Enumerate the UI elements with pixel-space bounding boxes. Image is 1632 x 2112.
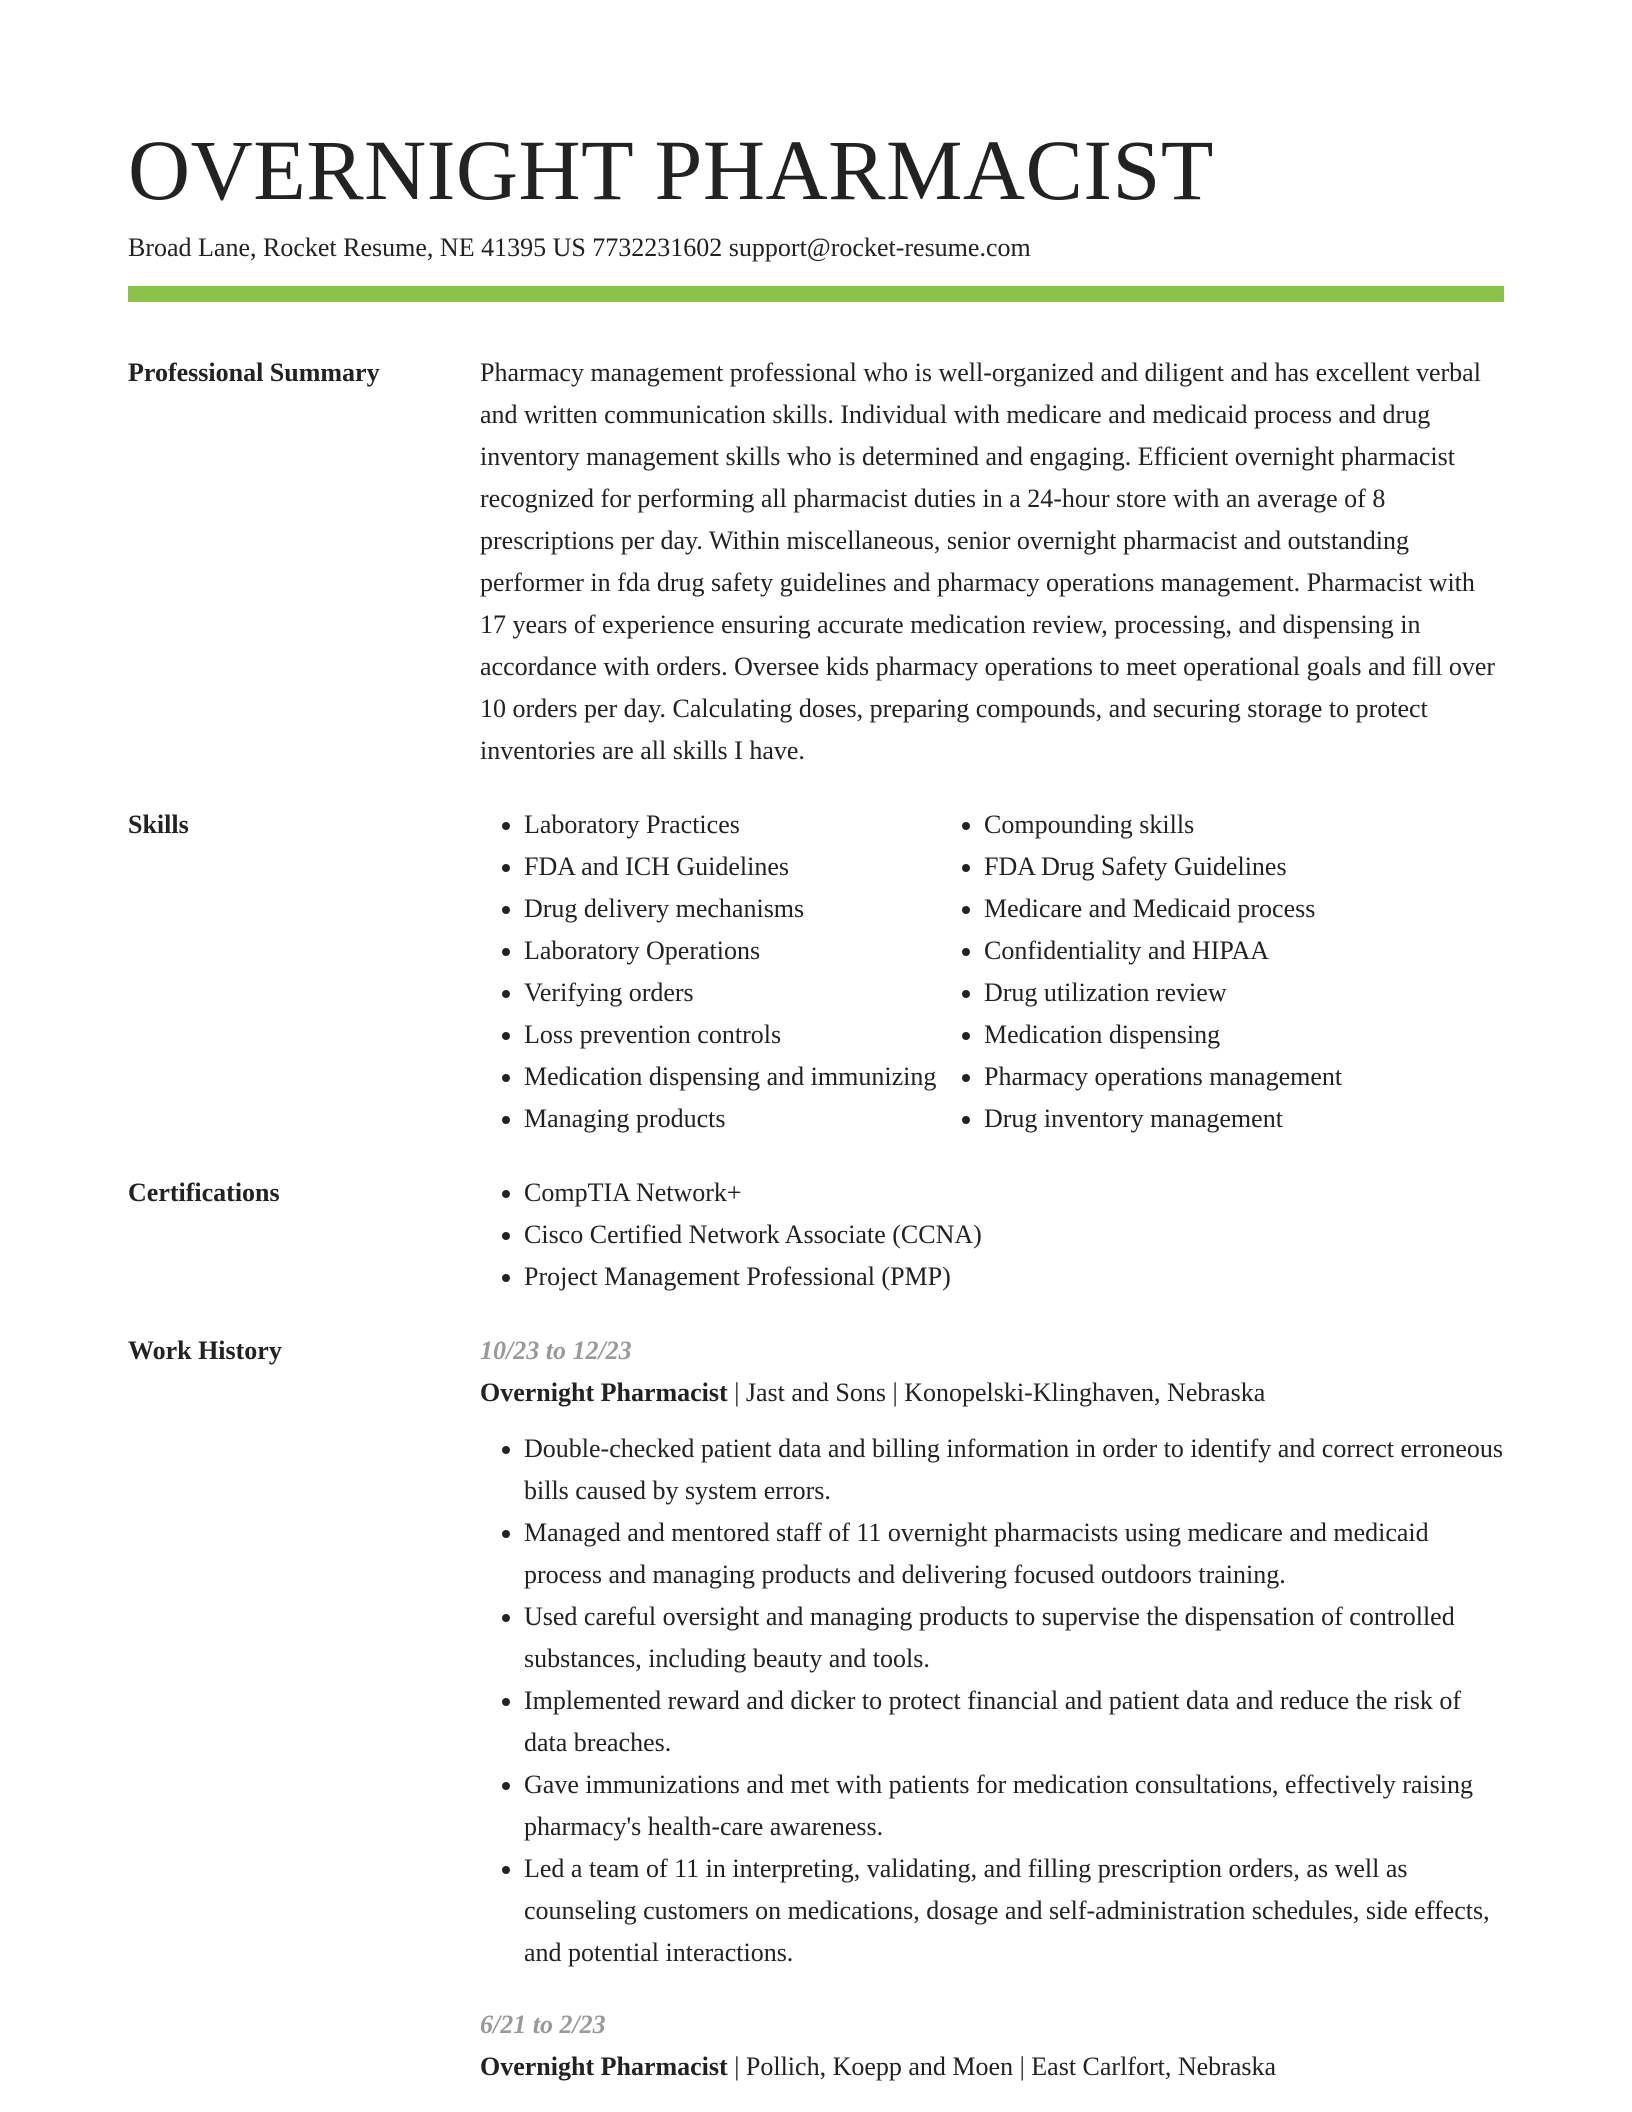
resume-page (128, 0, 1504, 2102)
skill-item: • Medicare and Medicaid process (984, 888, 1504, 930)
certifications-list (480, 1172, 1504, 1298)
skill-item: • Medication dispensing and immunizing (524, 1056, 940, 1098)
resume-name: OVERNIGHT PHARMACIST (128, 122, 1214, 218)
job-details: | Pollich, Koepp and Moen | East Carlfort, Nebraska (727, 2052, 1277, 2081)
skill-item: • Medication dispensing (984, 1014, 1504, 1056)
section-label-summary: Professional Summary (128, 358, 380, 387)
job-bullets (480, 1428, 1504, 1974)
job-bullet: • Implemented reward and dicker to protect financial and patient data and reduce the risk of data breaches. (524, 1680, 1504, 1764)
skill-item: • Drug delivery mechanisms (524, 888, 940, 930)
summary-section (128, 352, 1504, 772)
summary-body (480, 352, 1504, 772)
skill-item: • FDA Drug Safety Guidelines (984, 846, 1504, 888)
job-dates: 6/21 to 2/23 (480, 2010, 606, 2039)
job-bullet: • Used careful oversight and managing products to supervise the dispensation of controlled substances, including beauty and tools. (524, 1596, 1504, 1680)
skill-item: • Drug utilization review (984, 972, 1504, 1014)
skill-item: • Laboratory Practices (524, 804, 940, 846)
skill-item: • Confidentiality and HIPAA (984, 930, 1504, 972)
job-title: Overnight Pharmacist (480, 2052, 728, 2081)
section-label-skills: Skills (128, 810, 189, 839)
contact-line: Broad Lane, Rocket Resume, NE 41395 US 7732231602 support@rocket-resume.com (128, 233, 1031, 262)
skill-item: • Laboratory Operations (524, 930, 940, 972)
certification-item: • Cisco Certified Network Associate (CCNA) (524, 1214, 1504, 1256)
skills-column-left (480, 804, 940, 1140)
section-label-certifications: Certifications (128, 1178, 280, 1207)
skills-body (480, 804, 1504, 1140)
job-title-line (480, 2046, 1504, 2088)
skills-grid (480, 804, 1504, 1140)
certification-item: • CompTIA Network+ (524, 1172, 1504, 1214)
job-title: Overnight Pharmacist (480, 1378, 728, 1407)
summary-text: Pharmacy management professional who is well-organized and diligent and has excellent verbal and written communication skills. Individual with medicare and medicaid process and drug inventory management skills who is determined and engaging. Efficient overnight pharmacist recognized for performing all pharmacist duties in a 24-hour store with an average of 8 prescriptions per day. Within miscellaneous, senior overnight pharmacist and outstanding performer in fda drug safety guidelines and pharmacy operations management. Pharmacist with 17 years of experience ensuring accurate medication review, processing, and dispensing in accordance with orders. Oversee kids pharmacy operations to meet operational goals and fill over 10 orders per day. Calculating doses, preparing compounds, and securing storage to protect inventories are all skills I have. (480, 358, 1496, 765)
work-history-section (128, 1330, 1504, 2102)
job-title-line (480, 1372, 1504, 1414)
skill-item: • Compounding skills (984, 804, 1504, 846)
skill-item: • FDA and ICH Guidelines (524, 846, 940, 888)
job-dates: 10/23 to 12/23 (480, 1336, 632, 1365)
certifications-section (128, 1172, 1504, 1298)
job-bullet: • Managed and mentored staff of 11 overnight pharmacists using medicare and medicaid process and managing products and delivering focused outdoors training. (524, 1512, 1504, 1596)
certification-item: • Project Management Professional (PMP) (524, 1256, 1504, 1298)
job-bullet: • Led a team of 11 in interpreting, validating, and filling prescription orders, as well as counseling customers on medications, dosage and self-administration schedules, side effects, and potential interactions. (524, 1848, 1504, 1974)
skill-item: • Drug inventory management (984, 1098, 1504, 1140)
section-label-work-history: Work History (128, 1336, 282, 1365)
skill-item: • Pharmacy operations management (984, 1056, 1504, 1098)
certifications-body (480, 1172, 1504, 1298)
job-details: | Jast and Sons | Konopelski-Klinghaven, Nebraska (727, 1378, 1266, 1407)
work-history-body (480, 1330, 1504, 2102)
job-entry (480, 1330, 1504, 1974)
skills-section (128, 804, 1504, 1140)
job-bullet: • Double-checked patient data and billing information in order to identify and correct erroneous bills caused by system errors. (524, 1428, 1504, 1512)
job-entry (480, 2004, 1504, 2088)
skill-item: • Managing products (524, 1098, 940, 1140)
skill-item: • Loss prevention controls (524, 1014, 940, 1056)
accent-divider (128, 286, 1504, 302)
skill-item: • Verifying orders (524, 972, 940, 1014)
job-bullet: • Gave immunizations and met with patients for medication consultations, effectively raising pharmacy's health-care awareness. (524, 1764, 1504, 1848)
skills-column-right (940, 804, 1504, 1140)
